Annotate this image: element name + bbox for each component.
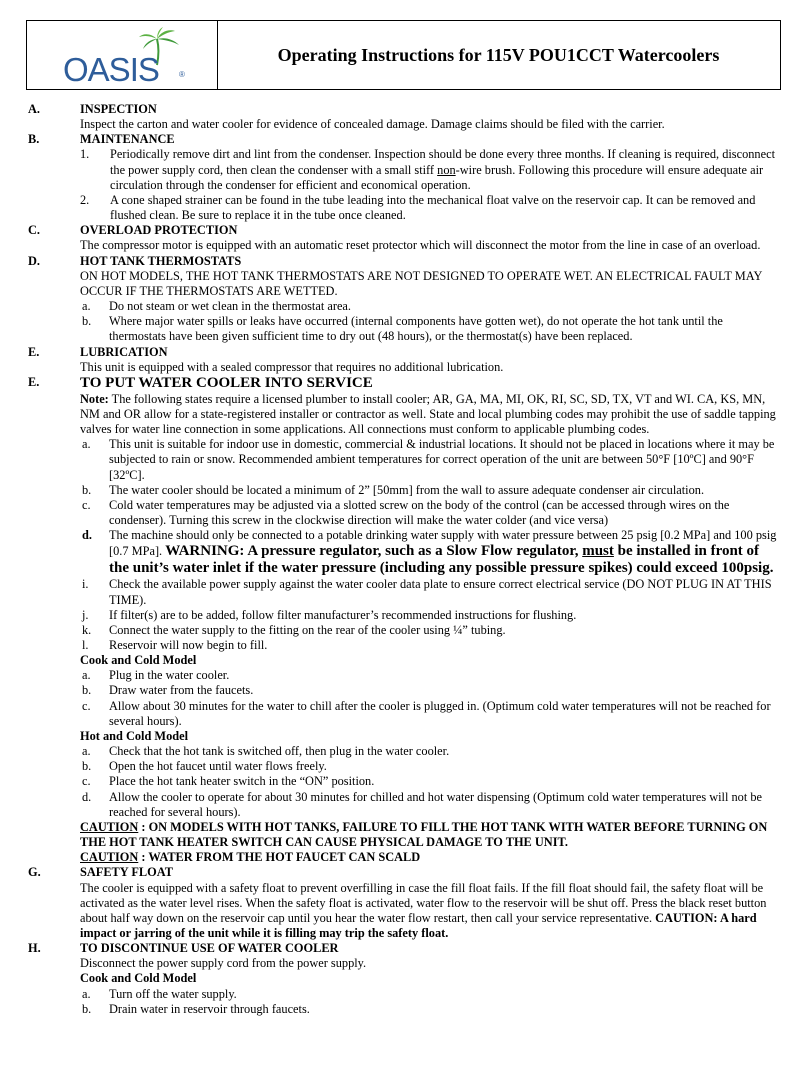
section-letter: E.	[28, 374, 40, 389]
section-letter: H.	[28, 941, 41, 956]
list-item: b. Draw water from the faucets.	[82, 683, 254, 698]
list-item-warning: d. The machine should only be connected to a potable drinking water supply with water pressure between 25 psig [0.2 MPa] and 100 psig [0.7 MPa]. WARNING: A pressure regulator, such as a Slow Flow regulator, must be installed in front of the unit’s water inlet if the water pressure (including any possible pressure spikes) could exceed 100psig.	[82, 528, 777, 577]
section-inspection	[28, 102, 780, 132]
section-letter: G.	[28, 865, 41, 880]
section-title: INSPECTION	[80, 102, 157, 116]
section-hot-tank-thermostats	[28, 254, 780, 345]
note-paragraph: Note: The following states require a licensed plumber to install cooler; AR, GA, MA, MI, OK, RI, SC, SD, TX, VT and WI. CA, KS, MN, NM and OR allow for a state-registered installer or contractor as well. State and local plumbing codes may prohibit the use of saddle tapping valves for water line connection in some applications. All connections must conform to applicable plumbing codes.	[80, 391, 776, 437]
section-title: LUBRICATION	[80, 344, 168, 359]
section-letter: C.	[28, 223, 41, 238]
list-item: a. Do not steam or wet clean in the thermostat area.	[82, 299, 351, 314]
list-item: a. Plug in the water cooler.	[82, 668, 230, 683]
section-text: Disconnect the power supply cord from the power supply.	[80, 956, 367, 971]
section-letter: B.	[28, 132, 40, 147]
section-title: HOT TANK THERMOSTATS	[80, 253, 242, 268]
caution-scald: CAUTION : WATER FROM THE HOT FAUCET CAN SCALD	[80, 850, 421, 865]
list-item: a. Check that the hot tank is switched off, then plug in the water cooler.	[82, 744, 450, 759]
caution-hot-tank: CAUTION : ON MODELS WITH HOT TANKS, FAILURE TO FILL THE HOT TANK WITH WATER BEFORE TURNING ON THE HOT TANK HEATER SWITCH CAN CAUSE PHYSICAL DAMAGE TO THE UNIT.	[80, 819, 768, 850]
section-title: MAINTENANCE	[80, 132, 175, 147]
list-item: a. Turn off the water supply.	[82, 986, 237, 1001]
list-item: d. Allow the cooler to operate for about 30 minutes for chilled and hot water dispensing (Optimum cold water temperatures will not be reached for several hours).	[82, 789, 763, 819]
section-text: Inspect the carton and water cooler for evidence of concealed damage. Damage claims should be filed with the carrier.	[80, 117, 665, 132]
section-overload-protection	[28, 223, 780, 253]
section-title: OVERLOAD PROTECTION	[80, 223, 238, 238]
section-title: SAFETY FLOAT	[80, 865, 173, 880]
section-title: TO PUT WATER COOLER INTO SERVICE	[80, 374, 373, 391]
list-item: j. If filter(s) are to be added, follow filter manufacturer’s recommended instructions for flushing.	[82, 607, 577, 622]
logo-cell	[27, 21, 218, 89]
subheading-cook-cold: Cook and Cold Model	[80, 971, 197, 986]
list-item: i. Check the available power supply against the water cooler data plate to ensure correct electrical service (DO NOT PLUG IN AT THIS TIME).	[82, 577, 772, 607]
section-letter: A.	[28, 102, 41, 116]
list-item: b. The water cooler should be located a minimum of 2” [50mm] from the wall to assure adequate condenser air circulation.	[82, 482, 705, 497]
section-letter: E.	[28, 344, 40, 359]
section-put-into-service	[28, 375, 780, 866]
list-item: k. Connect the water supply to the fitting on the rear of the cooler using ¼” tubing.	[82, 622, 506, 637]
document-body	[28, 102, 780, 1017]
section-safety-float	[28, 865, 780, 941]
document-header	[26, 20, 781, 90]
list-item: 2. A cone shaped strainer can be found in the tube leading into the mechanical float valve on the reservoir cap. It can be removed and flushed clean. Be sure to replace it in the tube once cleaned.	[80, 192, 756, 223]
list-item: c. Place the hot tank heater switch in the “ON” position.	[82, 774, 375, 789]
section-text: This unit is equipped with a sealed compressor that requires no additional lubrication.	[80, 359, 504, 374]
section-discontinue-use	[28, 941, 780, 1017]
registered-mark: ®	[179, 70, 185, 79]
list-item: b. Where major water spills or leaks have occurred (internal components have gotten wet), do not operate the hot tank until the thermostats have been given sufficient time to dry out (48 hours), or the thermostat(s) have been replaced.	[82, 314, 723, 344]
section-title: TO DISCONTINUE USE OF WATER COOLER	[80, 941, 339, 956]
list-item: c. Allow about 30 minutes for the water to chill after the cooler is plugged in. (Optimum cold water temperatures will not be reached for several hours).	[82, 698, 771, 728]
list-item: b. Drain water in reservoir through faucets.	[82, 1001, 310, 1016]
section-text: The compressor motor is equipped with an automatic reset protector which will disconnect the motor from the line in case of an overload.	[80, 238, 761, 253]
list-item: a. This unit is suitable for indoor use in domestic, commercial & industrial locations. It should not be placed in locations where it may be subjected to rain or snow. Recommended ambient temperatures for correct operation of the unit are between 50°F [10ºC] and 90°F [32ºC].	[82, 437, 775, 482]
list-item: l. Reservoir will now begin to fill.	[82, 638, 268, 652]
list-item: 1. Periodically remove dirt and lint from the condenser. Inspection should be done every three months. If cleaning is required, disconnect the power supply cord, then clean the condenser with a small stiff non-wire brush. Following this procedure will ensure adequate air circulation through the condenser for efficient and economical operation.	[80, 147, 775, 192]
oasis-logo: OASIS	[63, 51, 159, 88]
page-title: Operating Instructions for 115V POU1CCT Watercoolers	[277, 44, 720, 65]
list-item: c. Cold water temperatures may be adjusted via a slotted screw on the body of the control (can be accessed through wires on the condenser). Turning this screw in the clockwise direction will make the water colder (and vice versa)	[82, 497, 730, 528]
list-item: b. Open the hot faucet until water flows freely.	[82, 759, 327, 774]
section-maintenance	[28, 132, 780, 223]
section-lubrication	[28, 345, 780, 375]
section-text: The cooler is equipped with a safety float to prevent overfilling in case the fill float fails. If the fill float should fail, the safety float will be activated as the water level rises. When the safety float is activated, water flow to the reservoir will be shut off. Press the black reset button about half way down on the reservoir cap until you hear the water flow restart, then call your service representative. CAUTION: A hard impact or jarring of the unit while it is filling may trip the safety float.	[80, 880, 767, 940]
section-text: ON HOT MODELS, THE HOT TANK THERMOSTATS ARE NOT DESIGNED TO OPERATE WET. AN ELECTRICAL FAULT MAY OCCUR IF THE THERMOSTATS ARE WETTED.	[80, 268, 762, 298]
subheading-hot-cold: Hot and Cold Model	[80, 728, 189, 743]
section-letter: D.	[28, 253, 41, 268]
subheading-cook-cold: Cook and Cold Model	[80, 653, 197, 668]
